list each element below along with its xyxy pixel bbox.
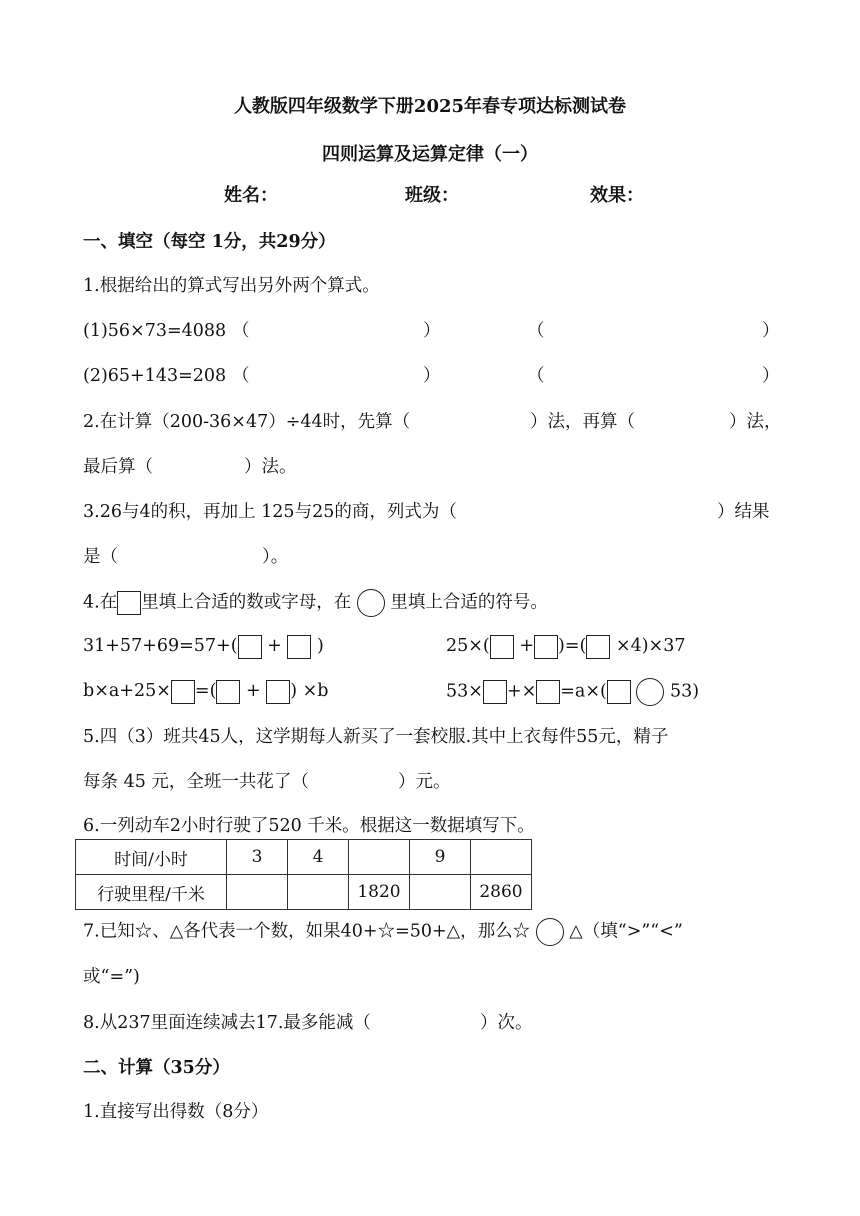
q3-part-d: ）。 [262,547,289,567]
q4-e4-text-c: =a×( [560,681,607,702]
q4-e1-text-a: 31+57+69=57+( [83,636,238,656]
q1-row2-paren1-close: ） [423,366,441,386]
answer-box[interactable] [483,680,507,704]
q4-text-a: 4.在 [83,592,118,613]
answer-box[interactable] [287,635,311,659]
q1-row1-paren2-open: （ [527,321,545,341]
q4-equation-2 [446,633,685,659]
worksheet-title: 人教版四年级数学下册2025年春专项达标测试卷 [233,96,627,117]
section2-heading: 二、计算（35分） [83,1058,230,1078]
table-row [76,875,532,910]
table-row [76,840,532,875]
answer-circle[interactable] [536,918,564,946]
answer-box[interactable] [586,635,610,659]
q4-e3-text-d: ) ×b [290,681,329,701]
q1-row1-expr: (1)56×73=4088 [83,321,227,341]
q4-equation-1 [83,633,324,659]
q1-row1-paren1-open: （ [232,321,250,341]
q7-text-a: 7.已知☆、△各代表一个数，如果40+☆=50+△，那么☆ [83,921,531,942]
q8-part-a: 8.从237里面连续减去17.最多能减（ [83,1013,371,1033]
q5-part-c: ）元。 [398,772,451,792]
q4-e4-text-b: +× [506,681,537,702]
answer-box[interactable] [238,635,262,659]
table-cell: 2860 [471,875,532,910]
table-cell: 4 [288,840,349,875]
q4-e3-text-c: + [245,681,261,701]
answer-box[interactable] [216,680,240,704]
q3-part-a: 3.26与4的积，再加上 125与25的商，列式为（ [83,502,457,522]
q3-part-c: 是（ [83,547,118,567]
q1-text: 1.根据给出的算式写出另外两个算式。 [83,276,380,296]
q4-e1-text-c: ) [316,636,324,656]
q4-e2-text-a: 25×( [446,636,490,656]
table-cell[interactable] [471,840,532,875]
answer-circle[interactable] [357,589,385,617]
answer-box[interactable] [607,680,631,704]
answer-box[interactable] [536,680,560,704]
q2-part-c: ）法， [729,412,782,432]
answer-box[interactable] [534,635,558,659]
speed-table [75,839,532,910]
q7-line1 [83,918,683,946]
answer-circle[interactable] [636,678,664,706]
table-cell: 9 [410,840,471,875]
table-cell[interactable] [227,875,288,910]
name-label: 姓名： [224,185,278,206]
q2-part-b: ）法，再算（ [530,412,635,432]
answer-box[interactable] [266,680,290,704]
q7-line2: 或“=”) [83,967,140,987]
q4-instruction [83,589,548,617]
q4-e4-text-a: 53× [446,681,483,702]
q1-row1-paren1-close: ） [423,321,441,341]
answer-box[interactable] [171,680,195,704]
q8-part-b: ）次。 [480,1013,533,1033]
answer-box[interactable] [490,635,514,659]
q4-e2-text-c: )=( [558,636,587,656]
q4-e3-text-a: b×a+25× [83,681,171,701]
q6-text: 6.一列动车2小时行驶了520 千米。根据这一数据填写下。 [83,816,535,836]
q4-text-c: 里填上合适的符号。 [390,592,548,613]
class-label: 班级： [405,185,459,206]
table-cell[interactable] [349,840,410,875]
q4-e4-text-d: 53) [670,681,700,702]
q1-row2-expr: (2)65+143=208 [83,366,227,386]
q4-equation-4 [446,678,699,706]
table-cell: 行驶里程/千米 [76,875,227,910]
table-cell[interactable] [410,875,471,910]
q1-row2-paren2-close: ） [762,366,780,386]
q2-part-a: 2.在计算（200-36×47）÷44时，先算（ [83,412,411,432]
q1-row2-paren2-open: （ [527,366,545,386]
q4-e2-text-b: + [519,636,535,656]
q1-row1-paren2-close: ） [762,321,780,341]
q2-part-e: ）法。 [244,457,297,477]
q4-e2-text-d: ×4)×37 [615,636,686,656]
section2-q1: 1.直接写出得数（8分） [83,1102,269,1122]
q7-text-b: △（填“>”“<” [569,921,683,942]
table-cell: 时间/小时 [76,840,227,875]
q2-part-d: 最后算（ [83,457,153,477]
worksheet-subtitle: 四则运算及运算定律（一） [322,144,538,165]
table-cell: 1820 [349,875,410,910]
q4-e1-text-b: + [267,636,282,656]
q4-equation-3 [83,678,329,704]
score-label: 效果： [590,185,644,206]
q5-part-a: 5.四（3）班共45人，这学期每人新买了一套校服.其中上衣每件55元，精子 [83,727,669,747]
q4-e3-text-b: =( [194,681,217,701]
q5-part-b: 每条 45 元，全班一共花了（ [83,772,309,792]
section1-heading: 一、填空（每空 1分，共29分） [83,232,336,252]
table-cell[interactable] [288,875,349,910]
q4-text-b: 里填上合适的数或字母，在 [141,592,352,613]
answer-box[interactable] [117,591,141,615]
table-cell: 3 [227,840,288,875]
q1-row2-paren1-open: （ [232,366,250,386]
q3-part-b: ）结果 [717,502,770,522]
